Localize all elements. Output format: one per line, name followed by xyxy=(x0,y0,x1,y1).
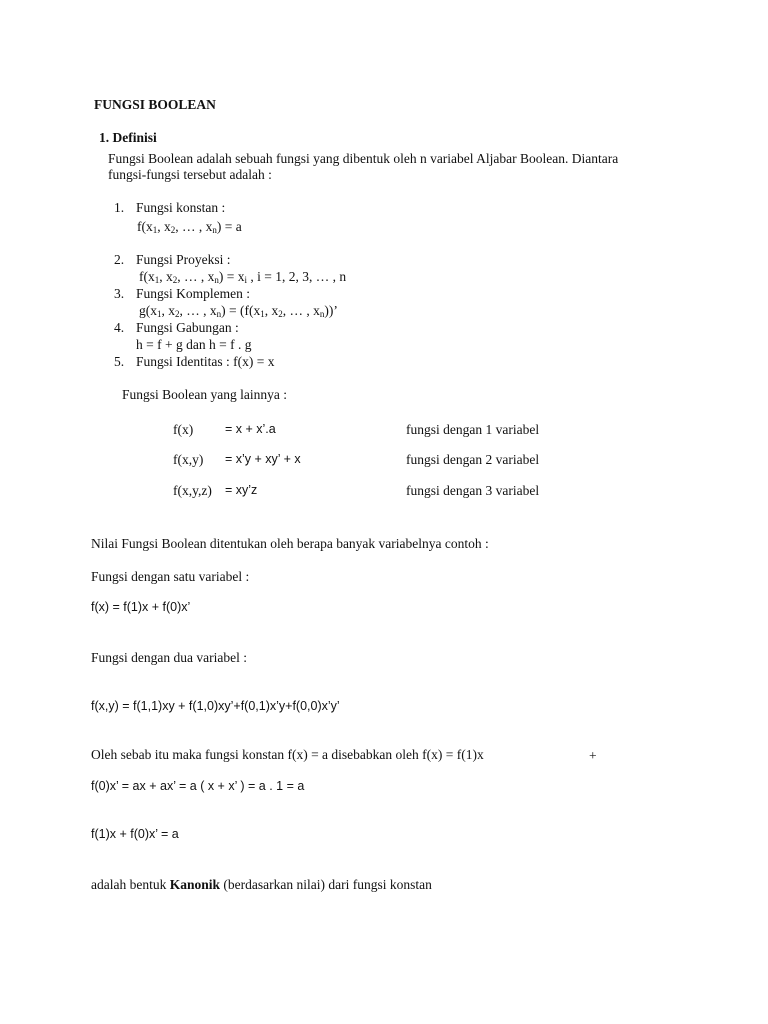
others-expr-3: = xy’z xyxy=(225,483,258,497)
others-heading: Fungsi Boolean yang lainnya : xyxy=(122,387,287,402)
formula-gabungan: h = f + g dan h = f . g xyxy=(136,337,252,352)
intro-line-2: fungsi-fungsi tersebut adalah : xyxy=(108,167,272,182)
kanonik-line xyxy=(91,876,432,893)
list-item-label: Fungsi Proyeksi : xyxy=(136,252,231,267)
list-item-label: Fungsi Gabungan : xyxy=(136,320,239,335)
list-item-label: Fungsi konstan : xyxy=(136,200,226,215)
satu-variabel-formula: f(x) = f(1)x + f(0)x’ xyxy=(91,600,191,614)
formula-komplemen: $g(x_1$, $x_2$, … , $x_n) = (f(x_1$, $x_2$, … , $x_n$))’ xyxy=(139,303,338,319)
others-desc-1: fungsi dengan 1 variabel xyxy=(406,422,540,437)
others-expr-1: = x + x’.a xyxy=(225,422,276,436)
list-item-number: 4. xyxy=(114,320,125,335)
list-item-number: 2. xyxy=(114,252,125,267)
satu-variabel-label: Fungsi dengan satu variabel : xyxy=(91,569,250,584)
formula-proyeksi: $f(x_1$, $x_2$, … , $x_n) = x_i$ , i = 1, 2, 3, … , n xyxy=(139,269,347,285)
oleh-sebab-line: Oleh sebab itu maka fungsi konstan f(x) = a disebabkan oleh f(x) = f(1)x xyxy=(91,747,484,762)
dua-variabel-formula: f(x,y) = f(1,1)xy + f(1,0)xy’+f(0,1)x’y+f(0,0)x’y’ xyxy=(91,699,340,713)
list-item-gabungan xyxy=(114,319,239,336)
plus-sign: + xyxy=(589,748,597,763)
others-func-1: f(x) xyxy=(173,422,194,437)
kanonik-pre: adalah bentuk xyxy=(91,877,170,892)
document-title: FUNGSI BOOLEAN xyxy=(94,97,216,112)
list-item-komplemen xyxy=(114,285,250,302)
kanonik-term: Kanonik xyxy=(169,877,221,892)
list-item-label: Fungsi Komplemen : xyxy=(136,286,250,301)
list-item-identitas xyxy=(114,353,274,370)
list-item-proyeksi xyxy=(114,251,231,268)
intro-line-1: Fungsi Boolean adalah sebuah fungsi yang dibentuk oleh n variabel Aljabar Boolean. Diantara xyxy=(108,151,619,166)
list-item-label: Fungsi Identitas : f(x) = x xyxy=(136,354,275,369)
list-item-number: 1. xyxy=(114,200,125,215)
others-desc-3: fungsi dengan 3 variabel xyxy=(406,483,540,498)
formula-konstan: $f(x_1$, $x_2$, … , $x_n) = a$ xyxy=(137,219,242,235)
list-item-konstan xyxy=(114,199,225,216)
section-heading-definisi: 1. Definisi xyxy=(99,130,157,145)
f1-line: f(1)x + f(0)x’ = a xyxy=(91,827,179,841)
others-func-2: f(x,y) xyxy=(173,452,204,467)
nilai-line: Nilai Fungsi Boolean ditentukan oleh berapa banyak variabelnya contoh : xyxy=(91,536,489,551)
list-item-number: 5. xyxy=(114,354,125,369)
list-item-number: 3. xyxy=(114,286,125,301)
f0-line: f(0)x’ = ax + ax’ = a ( x + x’ ) = a . 1 = a xyxy=(91,779,305,793)
others-func-3: f(x,y,z) xyxy=(173,483,212,498)
others-desc-2: fungsi dengan 2 variabel xyxy=(406,452,540,467)
kanonik-post: (berdasarkan nilai) dari fungsi konstan xyxy=(220,877,432,892)
dua-variabel-label: Fungsi dengan dua variabel : xyxy=(91,650,247,665)
others-expr-2: = x’y + xy’ + x xyxy=(225,452,301,466)
